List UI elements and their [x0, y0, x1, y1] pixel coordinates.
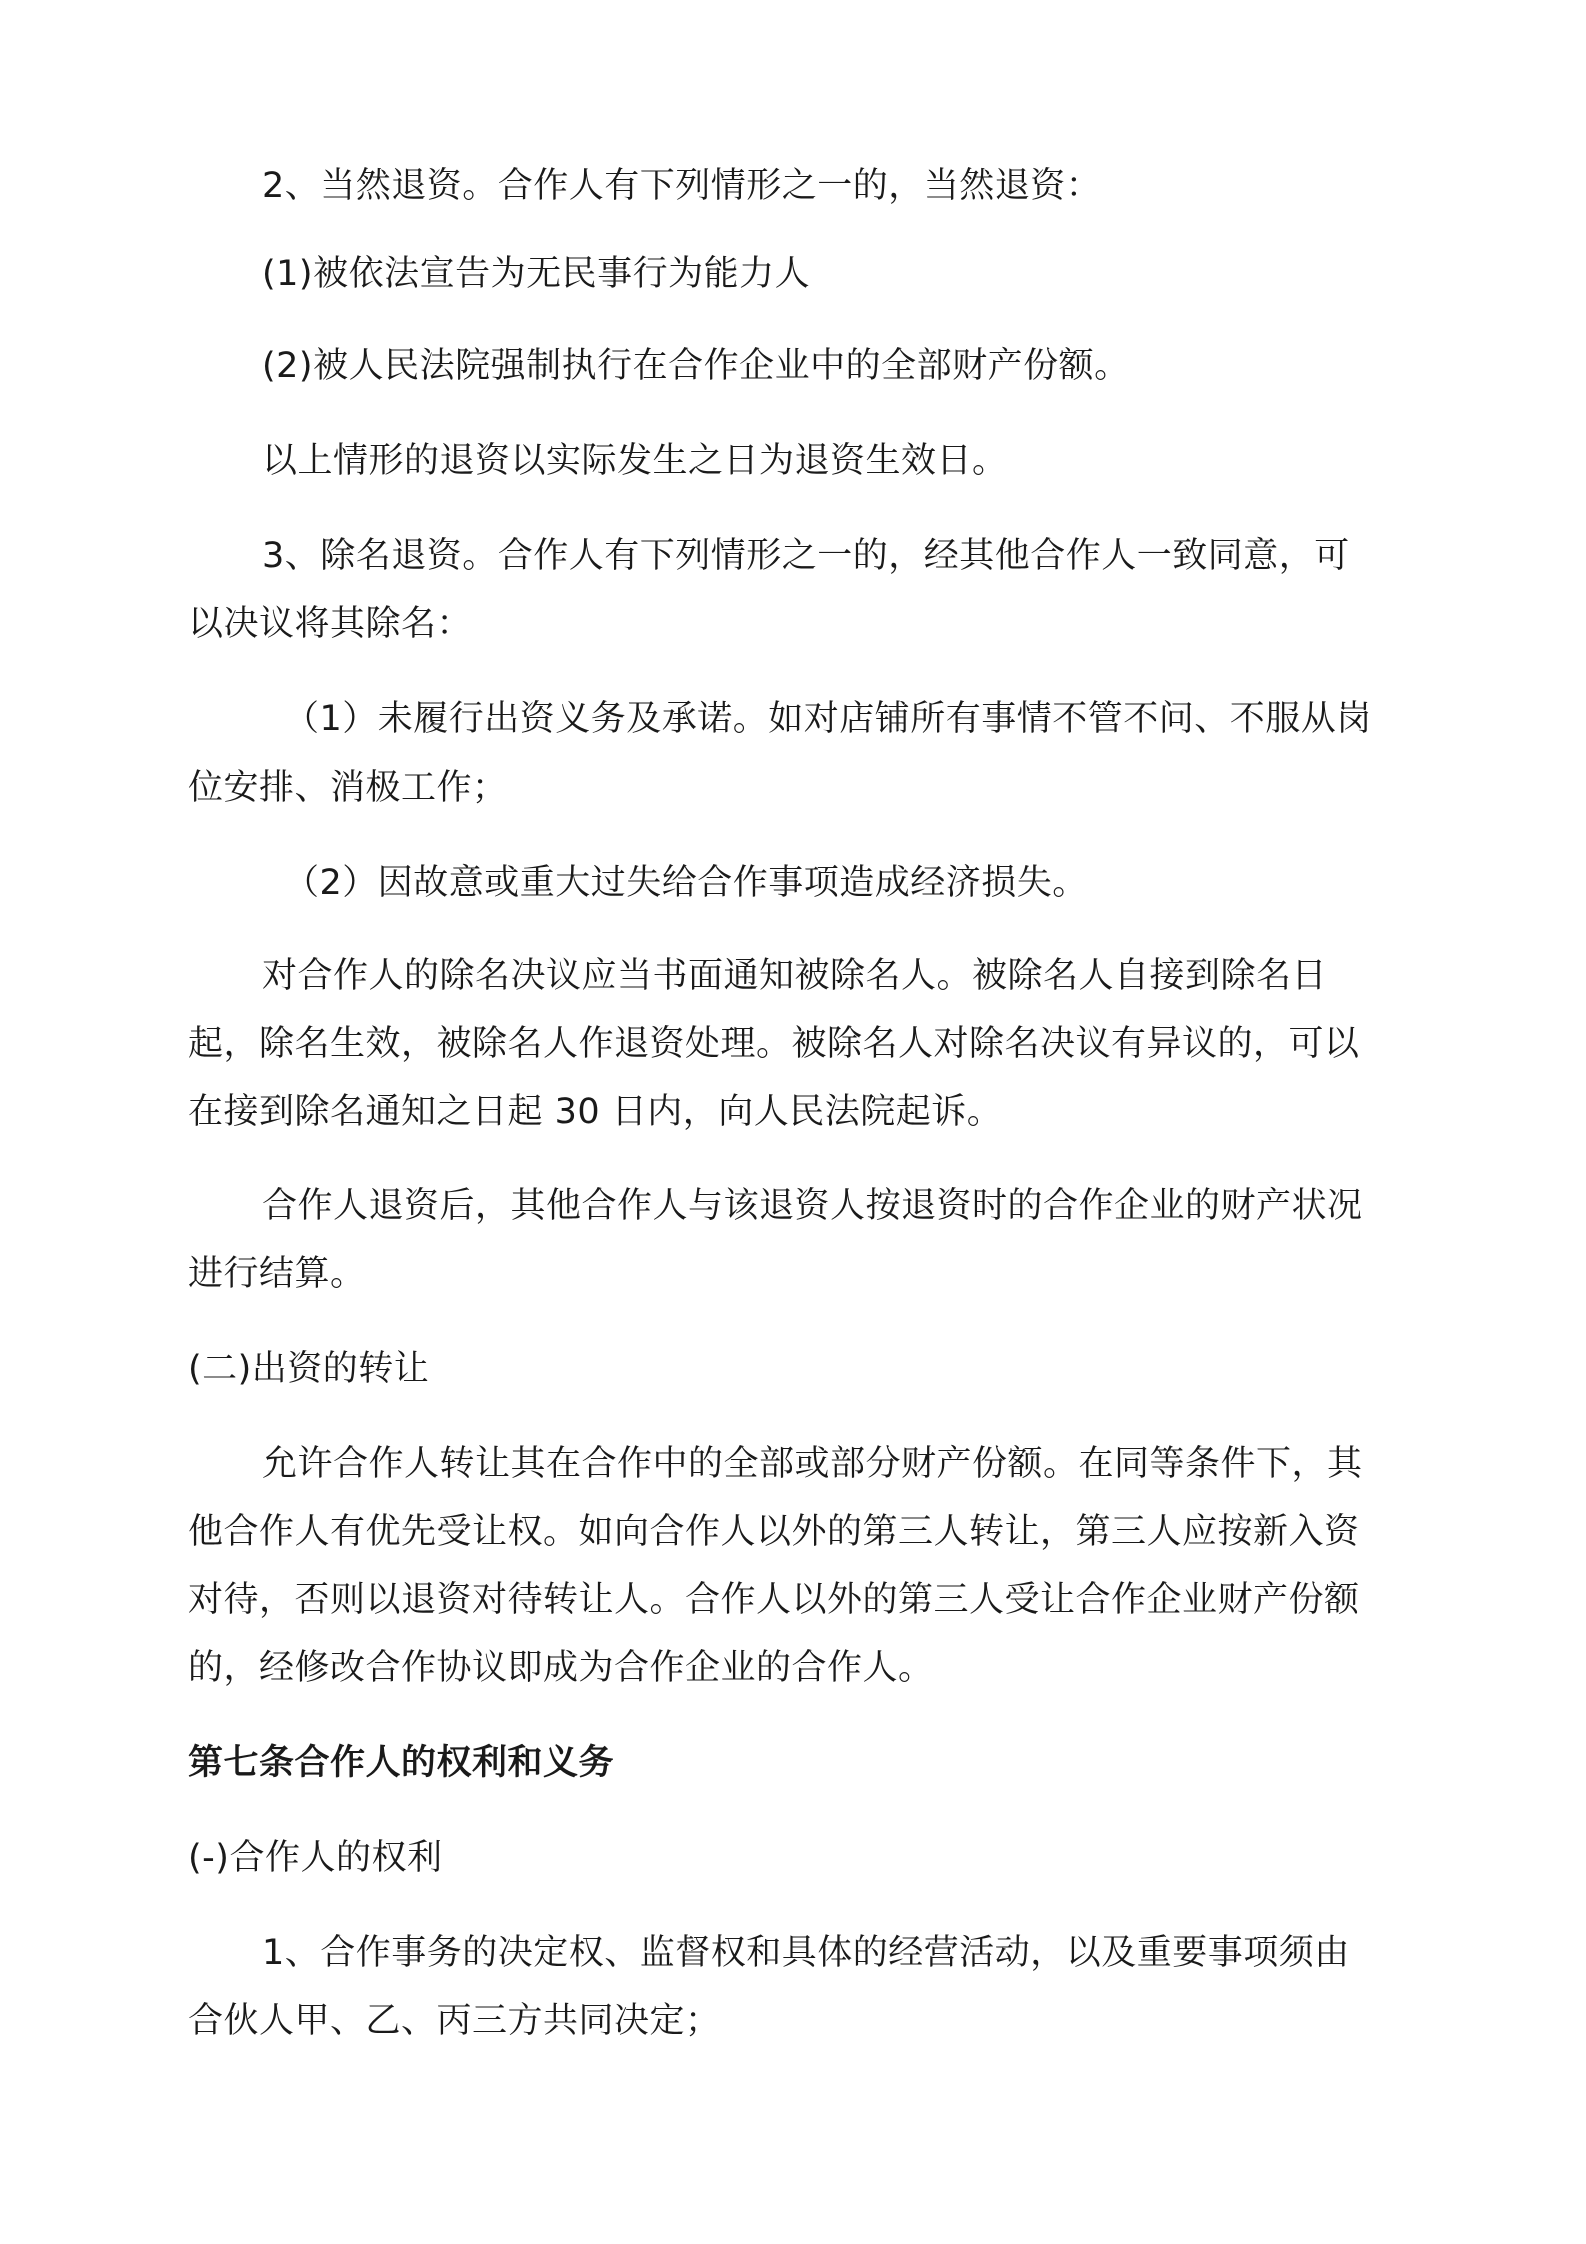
paragraph-line: 合伙人甲、乙、丙三方共同决定； — [188, 2001, 721, 2041]
paragraph-line: 以上情形的退资以实际发生之日为退资生效日。 — [262, 441, 1008, 481]
paragraph-line: 在接到除名通知之日起 30 日内，向人民法院起诉。 — [188, 1092, 1003, 1132]
article-heading: 第七条合作人的权利和义务 — [188, 1743, 615, 1783]
paragraph-line: 的，经修改合作协议即成为合作企业的合作人。 — [188, 1648, 934, 1688]
paragraph-line: 3、除名退资。合作人有下列情形之一的，经其他合作人一致同意，可 — [262, 536, 1350, 576]
paragraph-line: （2）因故意或重大过失给合作事项造成经济损失。 — [284, 863, 1088, 903]
paragraph-line: 对合作人的除名决议应当书面通知被除名人。被除名人自接到除名日 — [262, 956, 1328, 996]
document-page — [188, 0, 1418, 2244]
section-heading: (二)出资的转让 — [188, 1349, 430, 1389]
paragraph-line: 1、合作事务的决定权、监督权和具体的经营活动，以及重要事项须由 — [262, 1933, 1350, 1973]
paragraph-line: 他合作人有优先受让权。如向合作人以外的第三人转让，第三人应按新入资 — [188, 1512, 1360, 1552]
paragraph-line: 进行结算。 — [188, 1254, 366, 1294]
paragraph-line: 2、当然退资。合作人有下列情形之一的，当然退资： — [262, 166, 1102, 206]
paragraph-line: （1）未履行出资义务及承诺。如对店铺所有事情不管不问、不服从岗 — [284, 699, 1372, 739]
paragraph-line: (1)被依法宣告为无民事行为能力人 — [262, 254, 811, 294]
paragraph-line: 合作人退资后，其他合作人与该退资人按退资时的合作企业的财产状况 — [262, 1186, 1363, 1226]
paragraph-line: 起，除名生效，被除名人作退资处理。被除名人对除名决议有异议的，可以 — [188, 1024, 1360, 1064]
paragraph-line: (2)被人民法院强制执行在合作企业中的全部财产份额。 — [262, 346, 1130, 386]
section-heading: (-)合作人的权利 — [188, 1838, 443, 1878]
paragraph-line: 允许合作人转让其在合作中的全部或部分财产份额。在同等条件下，其 — [262, 1444, 1363, 1484]
paragraph-line: 位安排、消极工作； — [188, 768, 508, 808]
paragraph-line: 对待，否则以退资对待转让人。合作人以外的第三人受让合作企业财产份额 — [188, 1580, 1360, 1620]
paragraph-line: 以决议将其除名： — [188, 604, 473, 644]
